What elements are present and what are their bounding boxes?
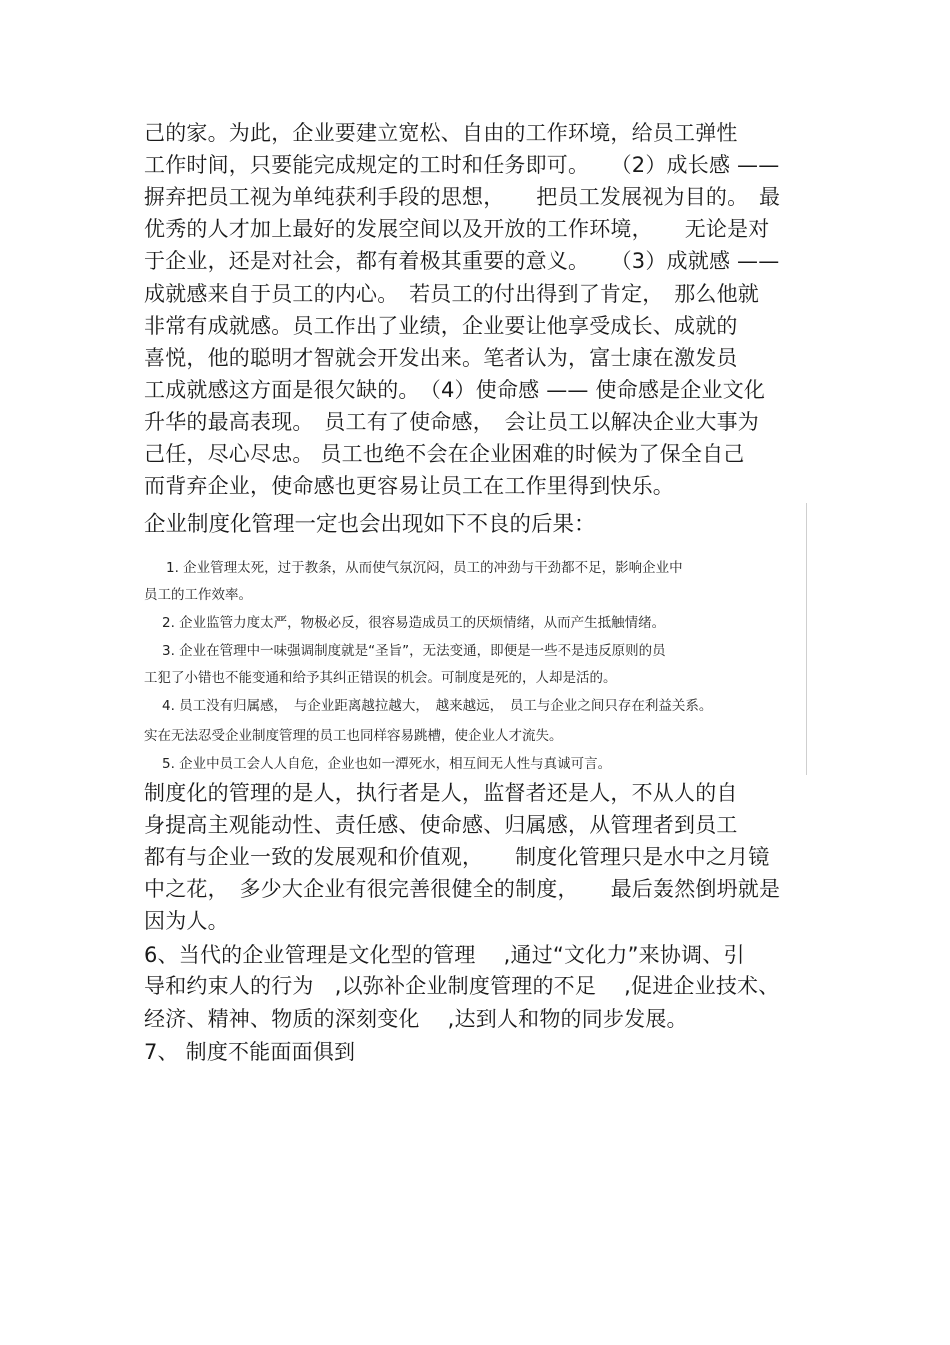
para2-line-4: 中之花， 多少大企业有很完善很健全的制度， 最后轰然倒坍就是: [144, 877, 781, 901]
para1-line-5: 于企业，还是对社会，都有着极其重要的意义。 （3）成就感 ——: [144, 249, 780, 273]
para1-line-8: 喜悦，他的聪明才智就会开发出来。笔者认为，富士康在激发员: [144, 346, 738, 370]
para1-line-7: 非常有成就感。员工作出了业绩，企业要让他享受成长、成就的: [144, 314, 738, 338]
para1-line-3: 摒弃把员工视为单纯获利手段的思想， 把员工发展视为目的。 最: [144, 185, 781, 209]
block-divider: [806, 503, 807, 775]
para2-line-5: 因为人。: [144, 909, 229, 933]
para3-line-1: 6、当代的企业管理是文化型的管理 ,通过“文化力”来协调、引: [144, 943, 745, 967]
list-item-1-cont: 员工的工作效率。: [144, 587, 252, 603]
para1-line-6: 成就感来自于员工的内心。 若员工的付出得到了肯定， 那么他就: [144, 282, 759, 306]
para1-line-4: 优秀的人才加上最好的发展空间以及开放的工作环境， 无论是对: [144, 217, 770, 241]
para1-line-12: 而背弃企业，使命感也更容易让员工在工作里得到快乐。: [144, 474, 674, 498]
list-item-3-cont: 工犯了小错也不能变通和给予其纠正错误的机会。可制度是死的，人却是活的。: [144, 670, 617, 686]
section-heading: 企业制度化管理一定也会出现如下不良的后果：: [144, 512, 596, 537]
list-item-1: 1. 企业管理太死，过于教条，从而使气氛沉闷，员工的冲劲与干劲都不足，影响企业中: [166, 560, 683, 576]
list-item-4-cont: 实在无法忍受企业制度管理的员工也同样容易跳槽，使企业人才流失。: [144, 728, 563, 744]
item7-heading: 7、 制度不能面面俱到: [144, 1040, 356, 1064]
list-item-4: 4. 员工没有归属感， 与企业距离越拉越大， 越来越远， 员工与企业之间只存在利益关系。: [162, 698, 713, 714]
para1-line-1: 己的家。为此，企业要建立宽松、自由的工作环境，给员工弹性: [144, 121, 738, 145]
para1-line-11: 己任，尽心尽忠。 员工也绝不会在企业困难的时候为了保全自己: [144, 442, 745, 466]
list-item-3: 3. 企业在管理中一味强调制度就是“圣旨”，无法变通，即便是一些不是违反原则的员: [162, 643, 666, 659]
para3-line-3: 经济、精神、物质的深刻变化 ,达到人和物的同步发展。: [144, 1007, 688, 1031]
para2-line-3: 都有与企业一致的发展观和价值观， 制度化管理只是水中之月镜: [144, 845, 770, 869]
list-item-2: 2. 企业监管力度太严，物极必反，很容易造成员工的厌烦情绪，从而产生抵触情绪。: [162, 615, 666, 631]
para3-line-2: 导和约束人的行为 ,以弥补企业制度管理的不足 ,促进企业技术、: [144, 974, 780, 998]
para1-line-2: 工作时间，只要能完成规定的工时和任务即可。 （2）成长感 ——: [144, 153, 780, 177]
para2-line-1: 制度化的管理的是人，执行者是人，监督者还是人，不从人的自: [144, 781, 738, 805]
para2-line-2: 身提高主观能动性、责任感、使命感、归属感，从管理者到员工: [144, 813, 738, 837]
para1-line-10: 升华的最高表现。 员工有了使命感， 会让员工以解决企业大事为: [144, 410, 759, 434]
list-item-5: 5. 企业中员工会人人自危，企业也如一潭死水，相互间无人性与真诚可言。: [162, 756, 612, 772]
para1-line-9: 工成就感这方面是很欠缺的。 （4）使命感 —— 使命感是企业文化: [144, 378, 766, 402]
